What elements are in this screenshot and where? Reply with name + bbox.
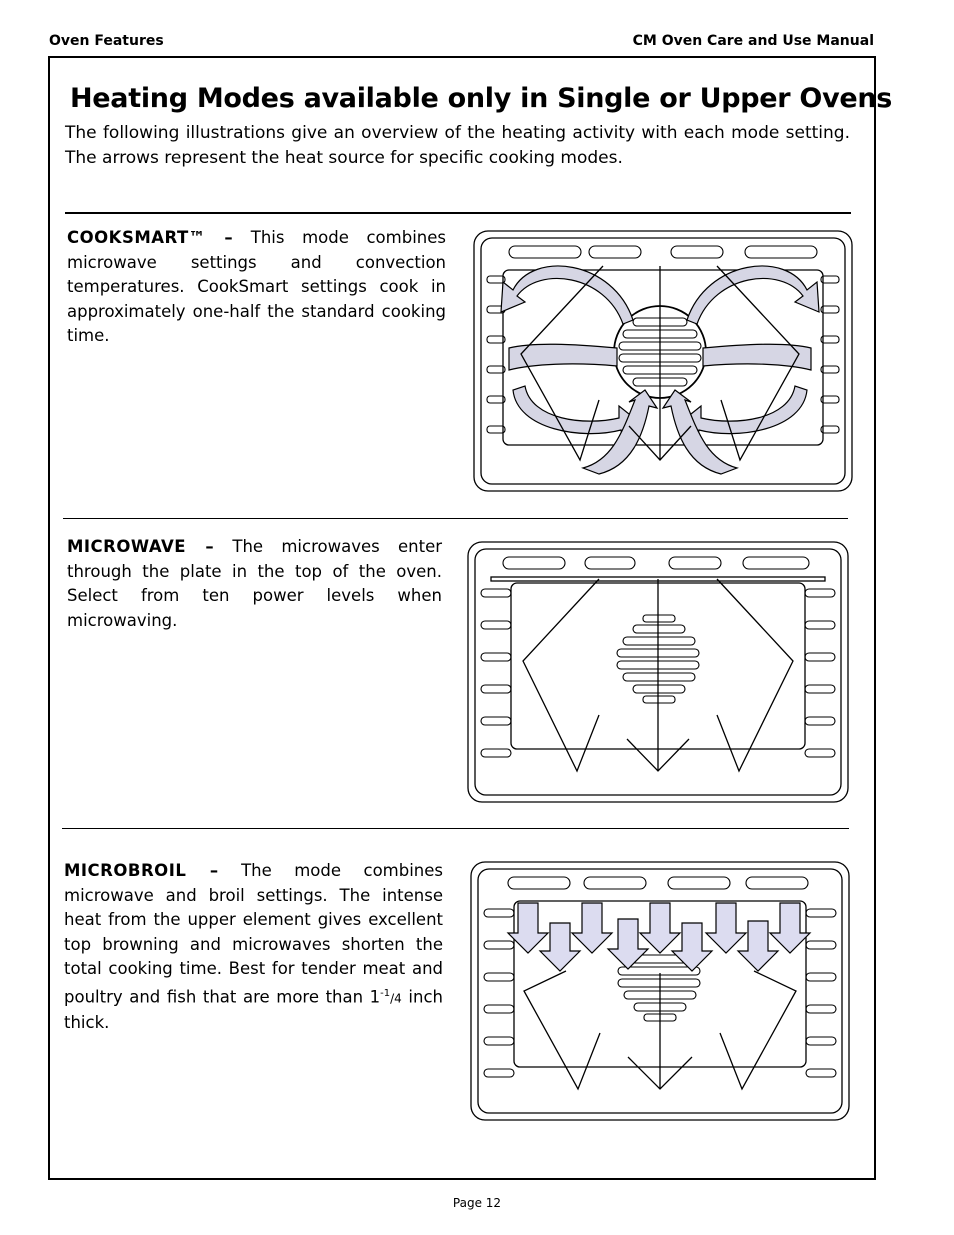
fraction-denominator: /4 <box>390 991 402 1005</box>
microwave-description <box>67 535 442 633</box>
section-divider <box>65 212 851 214</box>
mode-name: MICROBROIL – <box>64 861 219 880</box>
mode-name: MICROWAVE – <box>67 537 215 556</box>
cooksmart-oven-illustration <box>473 230 853 492</box>
mode-text: This mode combines microwave settings and convection temperatures. CookSmart settings cook in approximately one-half the standard cooking time. <box>67 228 446 345</box>
microbroil-description <box>64 859 443 1035</box>
intro-paragraph: The following illustrations give an overview of the heating activity with each mode setting. The arrows represent the heat source for specific cooking modes. <box>65 123 850 168</box>
cooksmart-description <box>67 226 446 349</box>
microbroil-oven-illustration <box>470 861 850 1121</box>
section-header: Oven Features <box>49 33 164 49</box>
mode-text: The microwaves enter through the plate in the top of the oven. Select from ten power levels when microwaving. <box>67 537 442 630</box>
page-number: Page 12 <box>452 1196 502 1210</box>
mode-name: COOKSMART™ – <box>67 228 234 247</box>
manual-title-header: CM Oven Care and Use Manual <box>632 33 874 49</box>
mode-text-end: inch thick. <box>64 987 443 1032</box>
section-divider <box>63 518 848 519</box>
page-title: Heating Modes available only in Single or Upper Ovens <box>70 83 893 114</box>
section-divider <box>62 828 849 829</box>
mode-text: The mode combines microwave and broil settings. The intense heat from the upper element gives excellent top browning and microwaves shorten the total cooking time. Best for tender meat and poultry and fish that are more than 1 <box>64 861 444 1006</box>
microwave-oven-illustration <box>467 541 849 803</box>
fraction-numerator: -1 <box>380 987 391 999</box>
